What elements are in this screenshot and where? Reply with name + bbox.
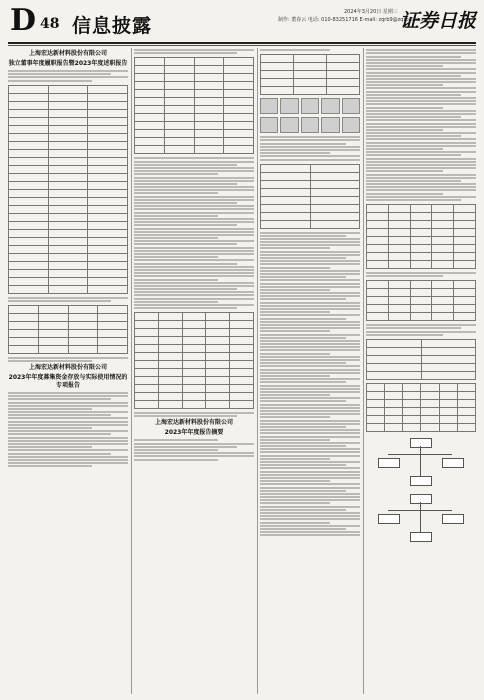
section-title: 信息披露: [72, 15, 153, 37]
data-table: [134, 57, 254, 154]
announcement-company: 上海宏达新材料股份有限公司: [28, 50, 107, 57]
data-table: [366, 339, 476, 380]
data-table: [8, 305, 128, 354]
data-table: [366, 383, 476, 432]
data-table: [366, 280, 476, 321]
masthead: [8, 4, 476, 40]
issue-date: 2024年3月20日 星期三: [344, 9, 398, 15]
header-rule-thin: [8, 45, 476, 46]
announcement-headline: 2023年年度募集资金存放与实际使用情况的专项报告: [8, 373, 128, 389]
ownership-chart: [366, 436, 476, 488]
column-divider: [131, 48, 132, 694]
column-divider: [363, 48, 364, 694]
announcement-company: 上海宏达新材料股份有限公司: [28, 363, 107, 371]
column-4: [366, 48, 476, 548]
announcement-headline: 2023年年度报告摘要: [164, 429, 224, 437]
announcement-headline: 独立董事年度履职报告暨2023年度述职报告: [8, 60, 128, 67]
column-divider: [257, 48, 258, 694]
data-table: [8, 85, 128, 294]
product-images: [260, 117, 360, 133]
data-table: [260, 164, 360, 229]
newspaper-logo: 证券日报: [399, 10, 476, 32]
column-1: [8, 48, 128, 468]
product-images: [260, 98, 360, 114]
header-rule: [8, 42, 476, 44]
contact-info: 制作: 董春云 电话: 010-83251716 E-mail: zqrb9@zqrb.sina.net: [278, 17, 431, 23]
column-2: [134, 48, 254, 462]
data-table: [366, 204, 476, 269]
edition-letter: D: [10, 3, 37, 38]
column-3: [260, 48, 360, 538]
data-table: [134, 312, 254, 409]
announcement-company: 上海宏达新材料股份有限公司: [154, 419, 233, 427]
data-table: [260, 54, 360, 95]
ownership-chart: [366, 492, 476, 544]
edition-number: 48: [40, 16, 60, 32]
